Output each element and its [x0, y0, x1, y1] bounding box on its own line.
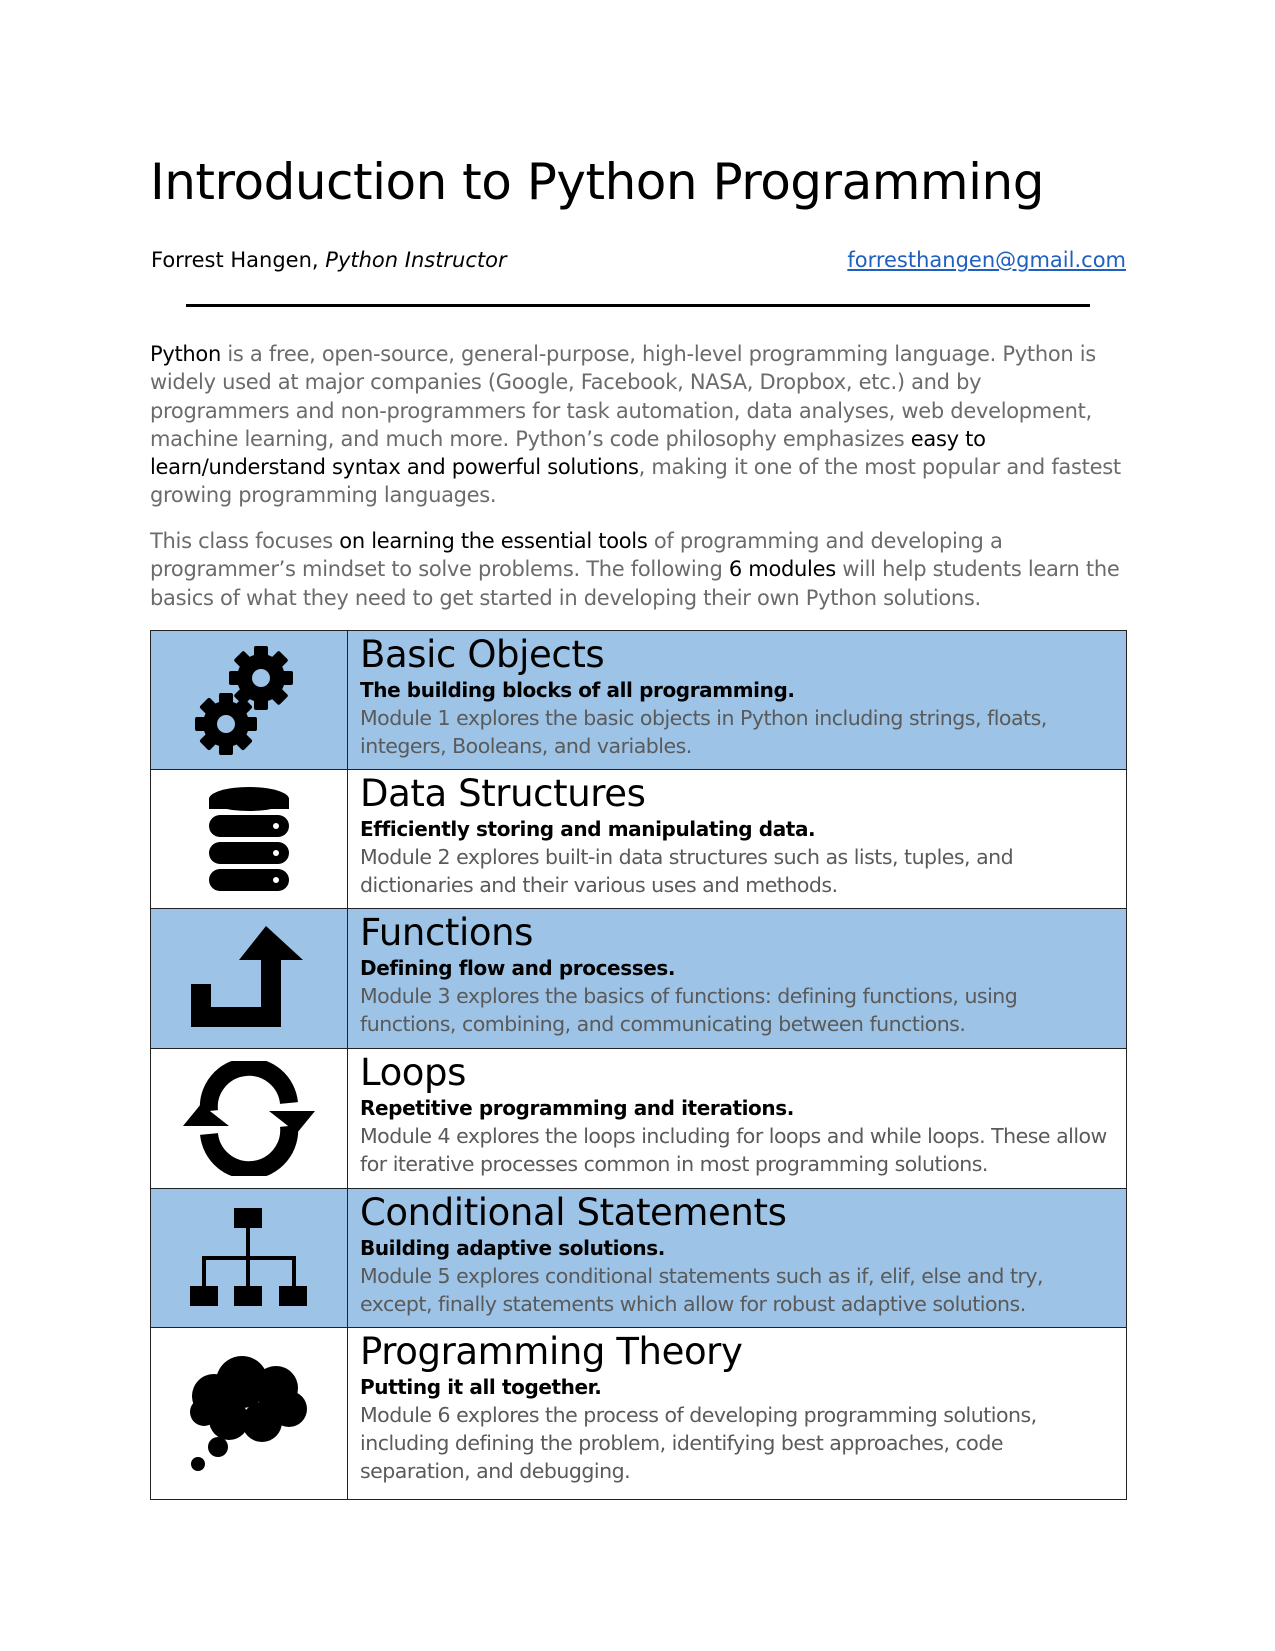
- module-title: Basic Objects: [360, 633, 605, 676]
- module-icon-cell: [151, 631, 348, 769]
- module-subtitle: Building adaptive solutions.: [360, 1236, 665, 1260]
- gears-icon: [194, 645, 304, 755]
- module-title: Data Structures: [360, 772, 646, 815]
- thought-cloud-icon: [184, 1354, 314, 1474]
- modules-table: [150, 630, 1127, 1500]
- intro-text-highlight: on learning the essential tools: [339, 529, 648, 553]
- module-text-cell: [360, 1191, 1112, 1318]
- module-text-cell: [360, 911, 1112, 1038]
- turn-up-arrow-icon: [189, 926, 309, 1031]
- intro-text: of programming and developing a programmer’s mindset to solve problems. The following: [150, 529, 1003, 582]
- intro-paragraph-1: [150, 340, 1125, 510]
- module-subtitle: Defining flow and processes.: [360, 956, 676, 980]
- intro-text: , making it one of the most popular and fastest growing programming languages.: [150, 455, 1121, 508]
- module-icon-cell: [151, 1189, 348, 1327]
- module-text-cell: [360, 633, 1112, 760]
- intro-text: is a free, open-source, general-purpose, high-level programming language. Python is widely used at major companies (Google, Facebook, NASA, Dropbox, etc.) and by programmers and non-programmers for task automation, data analyses, web development, machine learning, and much more. Python’s code philosophy emphasizes: [150, 342, 1096, 451]
- module-subtitle: Efficiently storing and manipulating data.: [360, 817, 816, 841]
- module-description: Module 3 explores the basics of functions: defining functions, using functions, combining, and communicating between functions.: [360, 984, 1018, 1036]
- intro-text-highlight: 6 modules: [728, 557, 836, 582]
- module-icon-cell: [151, 1049, 348, 1188]
- module-icon-cell: [151, 770, 348, 908]
- module-title: Programming Theory: [360, 1330, 743, 1373]
- module-text-cell: [360, 772, 1112, 899]
- page-title: Introduction to Python Programming: [150, 153, 1044, 211]
- module-row-data-structures: [151, 770, 1126, 909]
- module-description: Module 2 explores built-in data structures such as lists, tuples, and dictionaries and their various uses and methods.: [360, 845, 1014, 897]
- module-subtitle: Putting it all together.: [360, 1375, 602, 1399]
- intro-text: will help students learn the basics of what they need to get started in developing their own Python solutions.: [150, 557, 1120, 610]
- module-icon-cell: [151, 1328, 348, 1499]
- module-title: Functions: [360, 911, 534, 954]
- database-icon: [204, 784, 294, 894]
- hierarchy-icon: [189, 1206, 309, 1311]
- module-row-loops: [151, 1049, 1126, 1189]
- module-text-cell: [360, 1051, 1112, 1178]
- module-row-conditional-statements: [151, 1189, 1126, 1328]
- module-title: Conditional Statements: [360, 1191, 787, 1234]
- module-row-functions: [151, 909, 1126, 1049]
- refresh-loop-icon: [179, 1061, 319, 1176]
- author-name: Forrest Hangen,: [151, 248, 319, 272]
- author-role: Python Instructor: [325, 248, 507, 272]
- module-icon-cell: [151, 909, 348, 1048]
- module-row-programming-theory: [151, 1328, 1126, 1499]
- module-description: Module 4 explores the loops including for loops and while loops. These allow for iterative processes common in most programming solutions.: [360, 1124, 1107, 1176]
- email-link[interactable]: forresthangen@gmail.com: [847, 248, 1126, 272]
- module-subtitle: Repetitive programming and iterations.: [360, 1096, 794, 1120]
- module-subtitle: The building blocks of all programming.: [360, 678, 795, 702]
- module-description: Module 5 explores conditional statements such as if, elif, else and try, except, finally statements which allow for robust adaptive solutions.: [360, 1264, 1044, 1316]
- intro-text: This class focuses: [150, 529, 340, 553]
- intro-text-python: Python: [150, 342, 221, 366]
- module-title: Loops: [360, 1051, 467, 1094]
- module-description: Module 6 explores the process of developing programming solutions, including defining the problem, identifying best approaches, code separation, and debugging.: [360, 1403, 1037, 1483]
- intro-text-highlight: easy to learn/understand syntax and powerful solutions: [150, 426, 986, 480]
- intro-paragraph-2: [150, 527, 1125, 612]
- module-description: Module 1 explores the basic objects in Python including strings, floats, integers, Booleans, and variables.: [360, 706, 1047, 758]
- byline: [151, 245, 1126, 275]
- module-row-basic-objects: [151, 631, 1126, 770]
- module-text-cell: [360, 1330, 1112, 1485]
- header-divider: [186, 304, 1090, 307]
